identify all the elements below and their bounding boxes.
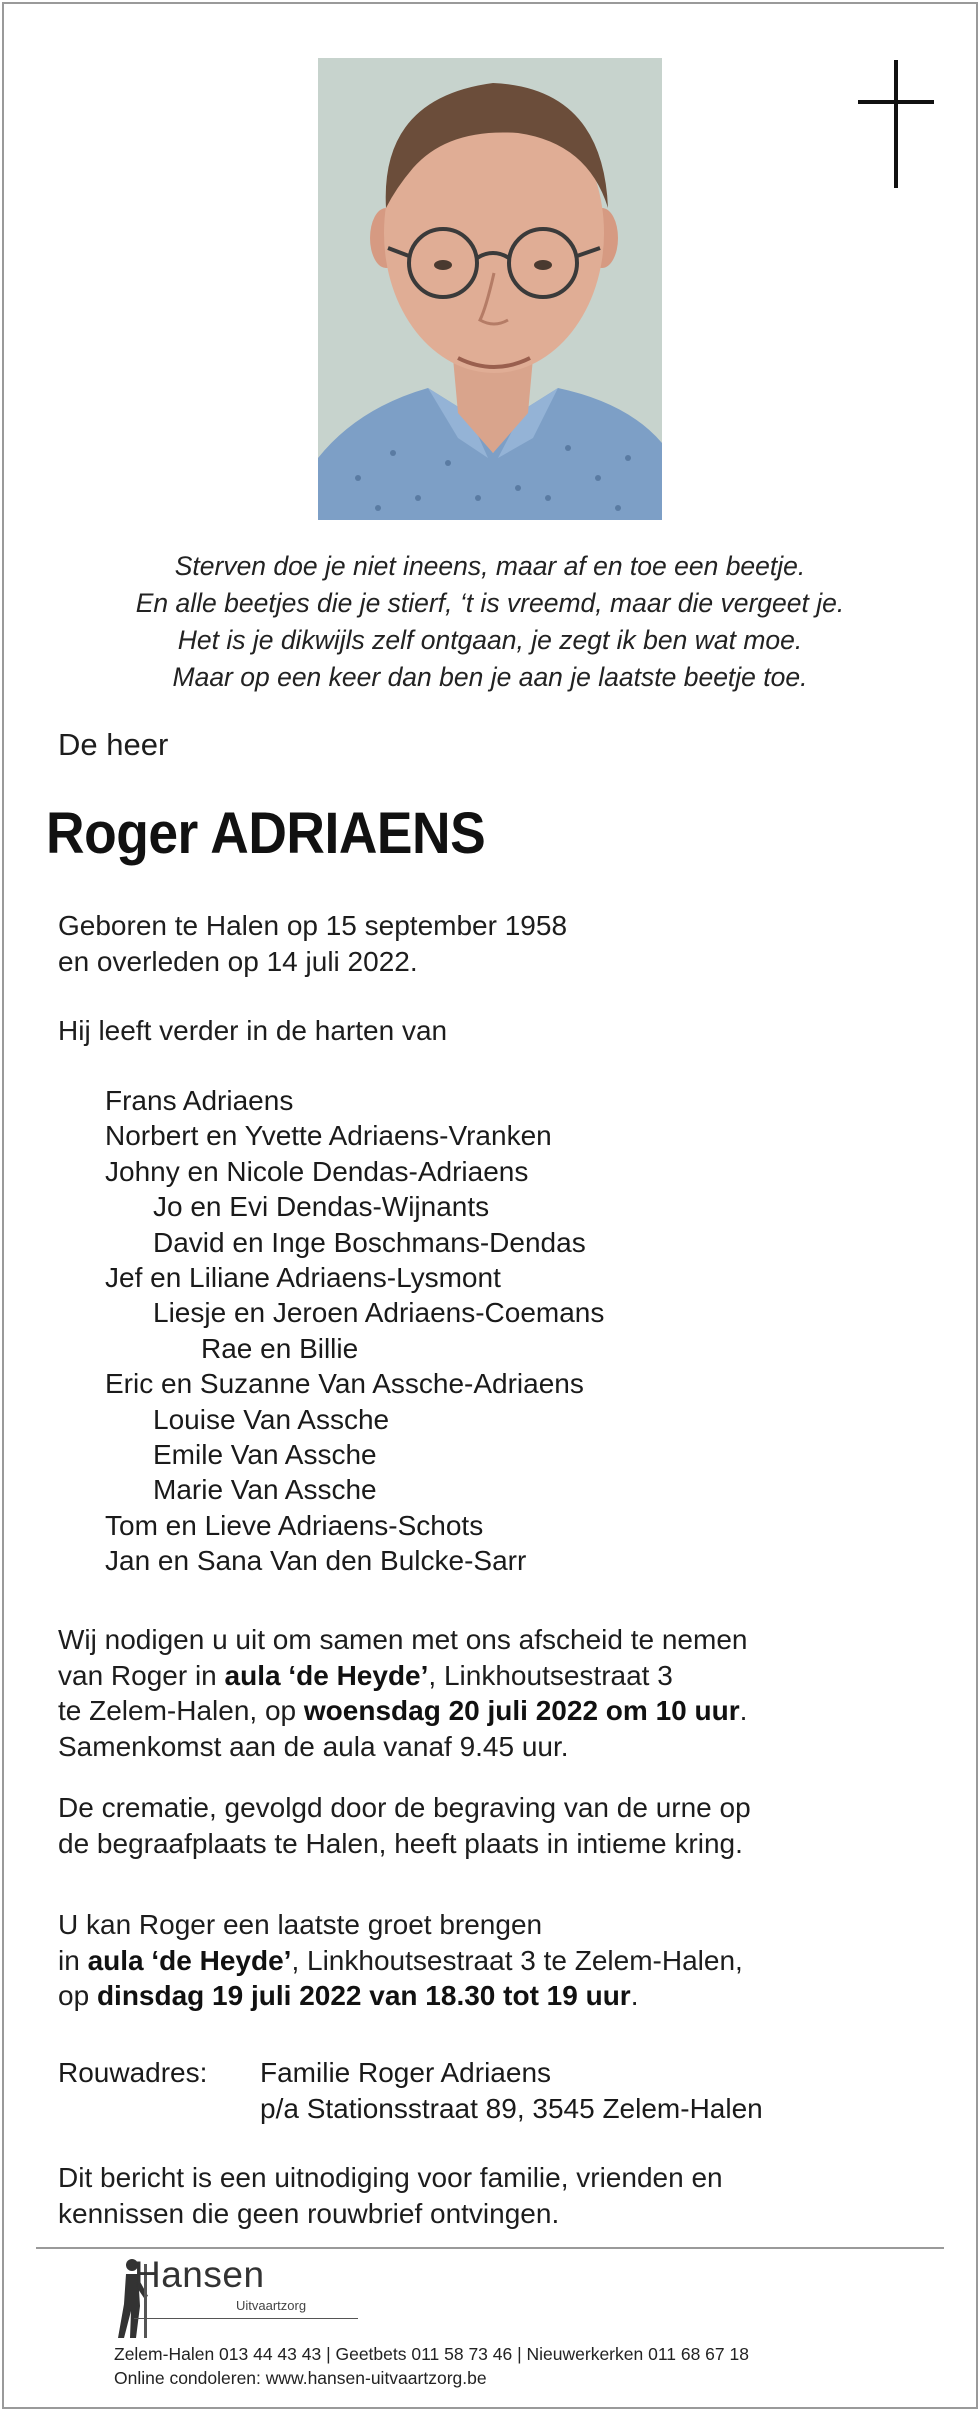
address-line: p/a Stationsstraat 89, 3545 Zelem-Halen (260, 2092, 763, 2124)
notice (58, 2160, 723, 2231)
invitation (58, 1622, 747, 1764)
invitation-line: Wij nodigen u uit om samen met ons afscheid te nemen (58, 1624, 748, 1655)
poem (60, 548, 920, 696)
logo-name: Hansen (134, 2254, 265, 2295)
address-label: Rouwadres: (58, 2057, 208, 2088)
family-member: Eric en Suzanne Van Assche-Adriaens (105, 1368, 584, 1400)
birth-death-info (58, 908, 567, 979)
salutation: De heer (58, 727, 169, 762)
notice-line: kennissen die geen rouwbrief ontvingen. (58, 2197, 560, 2229)
poem-line: Maar op een keer dan ben je aan je laatste beetje toe. (172, 662, 808, 692)
family-member: Emile Van Assche (153, 1439, 377, 1471)
cremation-line: de begraafplaats te Halen, heeft plaats in intieme kring. (58, 1827, 743, 1859)
family-member: Johny en Nicole Dendas-Adriaens (105, 1155, 529, 1187)
survivors-intro: Hij leeft verder in de harten van (58, 1015, 448, 1046)
family-member: Jan en Sana Van den Bulcke-Sarr (105, 1545, 527, 1577)
footer-online-link[interactable]: Online condoleren: www.hansen-uitvaartzorg.be (114, 2368, 487, 2388)
invitation-line: te Zelem-Halen, op woensdag 20 juli 2022 om 10 uur. (58, 1695, 748, 1726)
address (260, 2055, 763, 2126)
cremation-info (58, 1790, 751, 1861)
logo-underline (134, 2318, 358, 2319)
notice-line: Dit bericht is een uitnodiging voor familie, vrienden en (58, 2162, 723, 2193)
family-member: Louise Van Assche (153, 1403, 390, 1435)
family-member: Jef en Liliane Adriaens-Lysmont (105, 1262, 501, 1294)
cross-icon (858, 60, 934, 188)
family-member: Liesje en Jeroen Adriaens-Coemans (153, 1297, 605, 1329)
family-member: Marie Van Assche (153, 1474, 377, 1506)
family-member: Rae en Billie (201, 1332, 359, 1364)
family-member: David en Inge Boschmans-Dendas (153, 1226, 586, 1258)
cremation-line: De crematie, gevolgd door de begraving van de urne op (58, 1792, 751, 1823)
family-member: Norbert en Yvette Adriaens-Vranken (105, 1120, 552, 1152)
family-member: Tom en Lieve Adriaens-Schots (105, 1509, 484, 1541)
death-line: en overleden op 14 juli 2022. (58, 945, 418, 977)
visitation-line: op dinsdag 19 juli 2022 van 18.30 tot 19 uur. (58, 1980, 639, 2011)
address-line: Familie Roger Adriaens (260, 2057, 552, 2088)
family-list (58, 1083, 604, 1579)
invitation-line: van Roger in aula ‘de Heyde’, Linkhoutsestraat 3 (58, 1659, 673, 1691)
portrait-photo (318, 58, 662, 520)
visitation-line: in aula ‘de Heyde’, Linkhoutsestraat 3 te Zelem-Halen, (58, 1944, 743, 1976)
visitation-info (58, 1907, 743, 2014)
poem-line: Sterven doe je niet ineens, maar af en toe een beetje. (174, 551, 806, 581)
birth-line: Geboren te Halen op 15 september 1958 (58, 910, 568, 941)
invitation-line: Samenkomst aan de aula vanaf 9.45 uur. (58, 1730, 569, 1762)
poem-line: Het is je dikwijls zelf ontgaan, je zegt ik ben wat moe. (177, 625, 803, 655)
visitation-line: U kan Roger een laatste groet brengen (58, 1909, 543, 1940)
logo-subtitle: Uitvaartzorg (236, 2298, 307, 2313)
family-member: Jo en Evi Dendas-Wijnants (153, 1191, 490, 1223)
divider (36, 2247, 944, 2249)
family-member: Frans Adriaens (105, 1085, 294, 1116)
deceased-name: Roger ADRIAENS (46, 801, 486, 866)
footer-phones: Zelem-Halen 013 44 43 43 | Geetbets 011 58 73 46 | Nieuwerkerken 011 68 67 18 (114, 2344, 749, 2364)
poem-line: En alle beetjes die je stierf, ‘t is vreemd, maar die vergeet je. (135, 588, 845, 618)
